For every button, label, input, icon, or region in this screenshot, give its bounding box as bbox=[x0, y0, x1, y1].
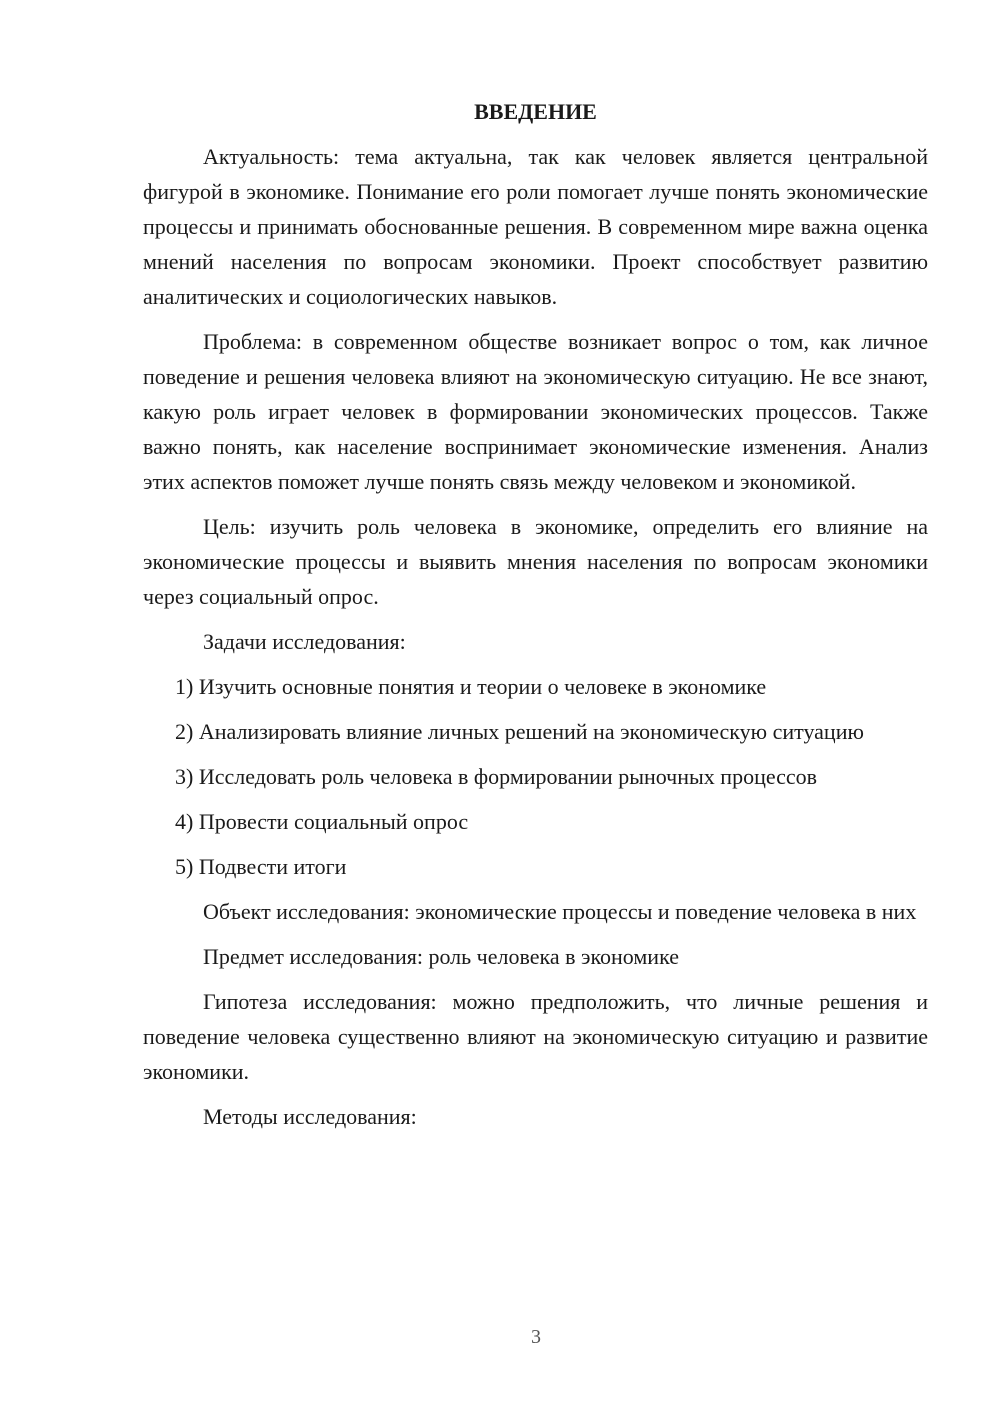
task-item-3: 3) Исследовать роль человека в формировании рыночных процессов bbox=[175, 764, 818, 789]
task-item-5: 5) Подвести итоги bbox=[175, 854, 347, 879]
object-paragraph: Объект исследования: экономические процессы и поведение человека в них bbox=[203, 899, 917, 924]
section-heading: ВВЕДЕНИЕ bbox=[474, 99, 597, 124]
subject-paragraph: Предмет исследования: роль человека в экономике bbox=[203, 944, 679, 969]
methods-title: Методы исследования: bbox=[203, 1104, 417, 1129]
task-item-1: 1) Изучить основные понятия и теории о человеке в экономике bbox=[175, 674, 767, 699]
tasks-title: Задачи исследования: bbox=[203, 629, 406, 654]
relevance-paragraph: Актуальность: тема актуальна, так как человек является центральной фигурой в экономике. Понимание его роли помогает лучше понять экономические процессы и принимать обоснованные решения. В современном мире важна оценка мнений населения по вопросам экономики. Проект способствует развитию аналитических и социологических навыков. bbox=[143, 144, 928, 309]
page-number: 3 bbox=[531, 1326, 541, 1348]
document-page bbox=[143, 94, 928, 1134]
task-item-4: 4) Провести социальный опрос bbox=[175, 809, 469, 834]
task-item-2: 2) Анализировать влияние личных решений на экономическую ситуацию bbox=[175, 719, 864, 744]
hypothesis-paragraph: Гипотеза исследования: можно предположить, что личные решения и поведение человека существенно влияют на экономическую ситуацию и развитие экономики. bbox=[143, 989, 928, 1084]
goal-paragraph: Цель: изучить роль человека в экономике, определить его влияние на экономические процессы и выявить мнения населения по вопросам экономики через социальный опрос. bbox=[143, 514, 928, 609]
problem-paragraph: Проблема: в современном обществе возникает вопрос о том, как личное поведение и решения человека влияют на экономическую ситуацию. Не все знают, какую роль играет человек в формировании экономических процессов. Также важно понять, как население воспринимает экономические изменения. Анализ этих аспектов поможет лучше понять связь между человеком и экономикой. bbox=[143, 329, 928, 494]
